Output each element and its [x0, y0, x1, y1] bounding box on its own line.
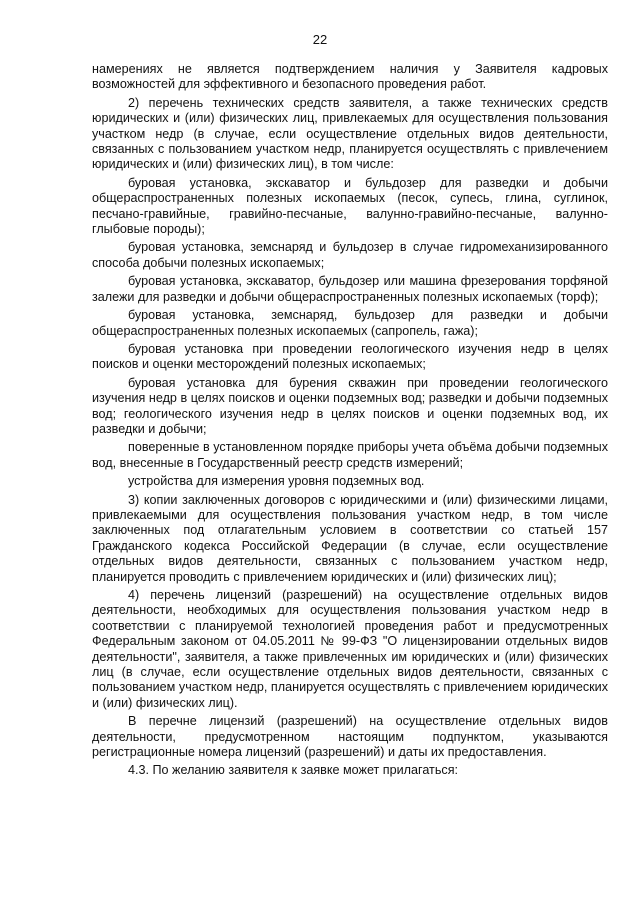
paragraph-continuation: намерениях не является подтверждением наличия у Заявителя кадровых возможностей для эффективного и безопасного проведения работ.: [92, 62, 608, 92]
page-number: 22: [312, 32, 328, 47]
paragraph-license-numbers: В перечне лицензий (разрешений) на осуществление отдельных видов деятельности, предусмотренном настоящим подпунктом, указываются регистрационные номера лицензий (разрешений) и даты их предоставления.: [92, 714, 608, 760]
paragraph-dredger-hydro: буровая установка, земснаряд и бульдозер в случае гидромеханизированного способа добычи полезных ископаемых;: [92, 240, 608, 270]
paragraph-contract-copies: 3) копии заключенных договоров с юридическими и (или) физическими лицами, привлекаемыми для осуществления пользования участком недр, в том числе заключенных под отлагательным условием в соответствии со статьей 157 Гражданского кодекса Российской Федерации (в случае, если осуществление отдельных видов деятельности, связанных с пользованием участком недр, планируется проводить с привлечением юридических и (или) физических лиц);: [92, 492, 608, 584]
paragraph-geological-study: буровая установка при проведении геологического изучения недр в целях поисков и оценки месторождений полезных ископаемых;: [92, 341, 608, 372]
paragraph-section-4-3: 4.3. По желанию заявителя к заявке может прилагаться:: [128, 763, 459, 778]
paragraph-license-list: 4) перечень лицензий (разрешений) на осуществление отдельных видов деятельности, необходимых для осуществления пользования участком недр в соответствии с планируемой технологией проведения работ и предусмотренных Федеральным законом от 04.05.2011 № 99-ФЗ "О лицензировании отдельных видов деятельности", заявителя, а также привлеченных им юридических и (или) физических лиц (в случае, если осуществление отдельных видов деятельности, связанных с пользованием участком недр, планируется осуществлять с привлечением юридических и (или) физических лиц).: [92, 588, 608, 710]
paragraph-sapropel: буровая установка, земснаряд, бульдозер для разведки и добычи общераспространенных полезных ископаемых (сапропель, гажа);: [92, 308, 608, 338]
paragraph-peat-milling: буровая установка, экскаватор, бульдозер или машина фрезерования торфяной залежи для разведки и добычи общераспространенных полезных ископаемых (торф);: [92, 274, 608, 304]
paragraph-wells-groundwater: буровая установка для бурения скважин при проведении геологического изучения недр в целях поисков и оценки подземных вод; разведки и добычи подземных вод; геологического изучения недр в целях поисков и оценки подземных вод, их разведки и добычи;: [92, 375, 608, 436]
document-body: [92, 62, 608, 782]
paragraph-technical-means: 2) перечень технических средств заявителя, а также технических средств юридических и (или) физических лиц, привлекаемых для осуществления пользования участком недр (в случае, если осуществление отдельных видов деятельности, связанных с пользованием участком недр, планируется осуществлять с привлечением юридических и (или) физических лиц), в том числе:: [92, 95, 608, 172]
paragraph-metering-devices: поверенные в установленном порядке приборы учета объёма добычи подземных вод, внесенные в Государственный реестр средств измерений;: [92, 440, 608, 470]
paragraph-drilling-excavator: буровая установка, экскаватор и бульдозер для разведки и добычи общераспространенных полезных ископаемых (песок, супесь, глина, суглинок, песчано-гравийные, гравийно-песчаные, валунно-гравийно-песчаные, валунно-глыбовые породы);: [92, 175, 608, 237]
paragraph-level-devices: устройства для измерения уровня подземных вод.: [128, 474, 425, 489]
